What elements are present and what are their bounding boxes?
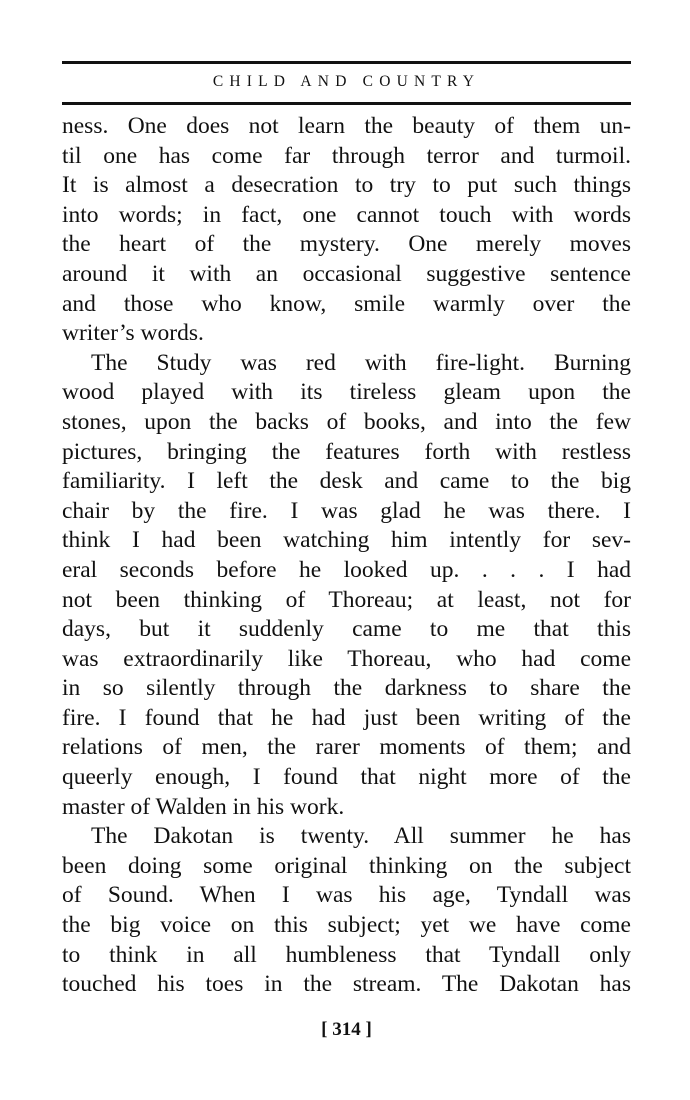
text-line: touched his toes in the stream. The Dakotan has [62,971,631,998]
text-line: The Study was red with fire-light. Burning [91,349,631,376]
text-line: pictures, bringing the features forth with restless [62,438,631,465]
text-line: in so silently through the darkness to share the [62,675,631,702]
body-text [62,112,631,1000]
text-line: ness. One does not learn the beauty of them un- [62,113,631,139]
header-rule-top [62,61,631,64]
text-line: and those who know, smile warmly over the [62,290,631,317]
text-line: eral seconds before he looked up. . . . I had [62,556,631,583]
text-line: days, but it suddenly came to me that this [62,616,631,643]
text-line: to think in all humbleness that Tyndall only [62,941,631,968]
text-line: The Dakotan is twenty. All summer he has [91,823,631,850]
text-line: of Sound. When I was his age, Tyndall was [62,882,631,909]
text-line: relations of men, the rarer moments of them; and [62,734,631,761]
text-line: queerly enough, I found that night more of the [62,764,631,791]
text-line: stones, upon the backs of books, and into the few [62,408,631,435]
text-line: the big voice on this subject; yet we have come [62,912,631,939]
header-rule-bottom [62,102,631,105]
running-head: CHILD AND COUNTRY [212,73,481,90]
text-line: the heart of the mystery. One merely moves [62,231,631,258]
text-line: think I had been watching him intently for sev- [62,527,631,554]
text-line: wood played with its tireless gleam upon the [62,379,631,406]
text-line: into words; in fact, one cannot touch with words [62,201,631,228]
text-line: chair by the fire. I was glad he was there. I [62,497,631,524]
text-line: writer’s words. [62,320,204,347]
text-line: been doing some original thinking on the subject [62,852,631,879]
text-line: familiarity. I left the desk and came to the big [62,468,631,495]
page-number: [ 314 ] [321,1019,372,1040]
text-line: It is almost a desecration to try to put such things [62,172,631,199]
text-line: til one has come far through terror and turmoil. [62,142,631,169]
text-line: around it with an occasional suggestive sentence [62,260,631,287]
text-line: fire. I found that he had just been writing of the [62,704,631,731]
text-line: was extraordinarily like Thoreau, who had come [62,645,631,672]
text-line: master of Walden in his work. [62,793,345,820]
text-line: not been thinking of Thoreau; at least, not for [62,586,631,613]
book-page [62,0,631,1100]
